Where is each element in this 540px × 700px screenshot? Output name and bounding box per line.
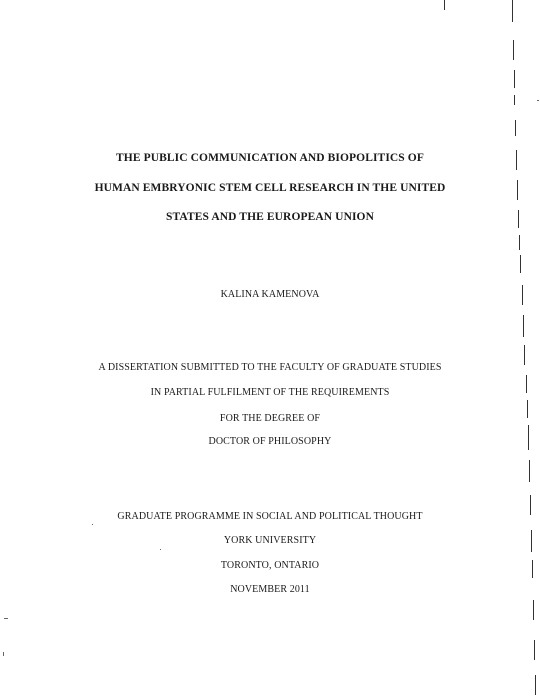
program-name: GRADUATE PROGRAMME IN SOCIAL AND POLITICAL THOUGHT [117,511,423,522]
scan-mark [514,70,515,88]
university-location: TORONTO, ONTARIO [220,560,320,571]
scan-speck [537,100,539,101]
university-name: YORK UNIVERSITY [223,535,317,546]
title-line-2: HUMAN EMBRYONIC STEM CELL RESEARCH IN THE UNITED [94,182,446,194]
scan-mark [516,150,517,170]
author-name: KALINA KAMENOVA [220,289,320,300]
scan-mark [444,0,445,10]
scan-speck [92,524,93,525]
scan-mark [533,600,534,620]
submission-line-3: FOR THE DEGREE OF [219,413,321,424]
submission-date: NOVEMBER 2011 [230,584,310,595]
scan-mark [522,285,523,305]
scan-mark [529,460,530,482]
submission-line-1: A DISSERTATION SUBMITTED TO THE FACULTY OF GRADUATE STUDIES [98,362,442,373]
scan-mark [528,425,529,450]
scan-mark [530,495,531,515]
scan-mark [514,95,515,105]
scan-mark [519,235,520,250]
scan-speck [160,549,161,550]
scan-mark [531,530,532,552]
scan-speck [4,618,8,619]
scan-mark [517,180,518,200]
title-line-1: THE PUBLIC COMMUNICATION AND BIOPOLITICS OF [116,152,424,164]
scan-mark [515,120,516,136]
scan-mark [512,0,513,22]
scan-mark [524,345,525,365]
scan-mark [518,210,519,228]
scan-mark [520,255,521,273]
submission-line-2: IN PARTIAL FULFILMENT OF THE REQUIREMENTS [150,387,390,398]
scan-mark [526,375,527,393]
scan-mark [513,40,514,60]
scan-speck [3,652,4,656]
scan-mark [527,400,528,418]
scan-mark [532,560,533,578]
submission-line-4: DOCTOR OF PHILOSOPHY [208,436,332,447]
scan-mark [535,675,536,695]
scan-mark [523,315,524,337]
title-line-3: STATES AND THE EUROPEAN UNION [165,211,375,223]
scan-mark [534,640,535,660]
